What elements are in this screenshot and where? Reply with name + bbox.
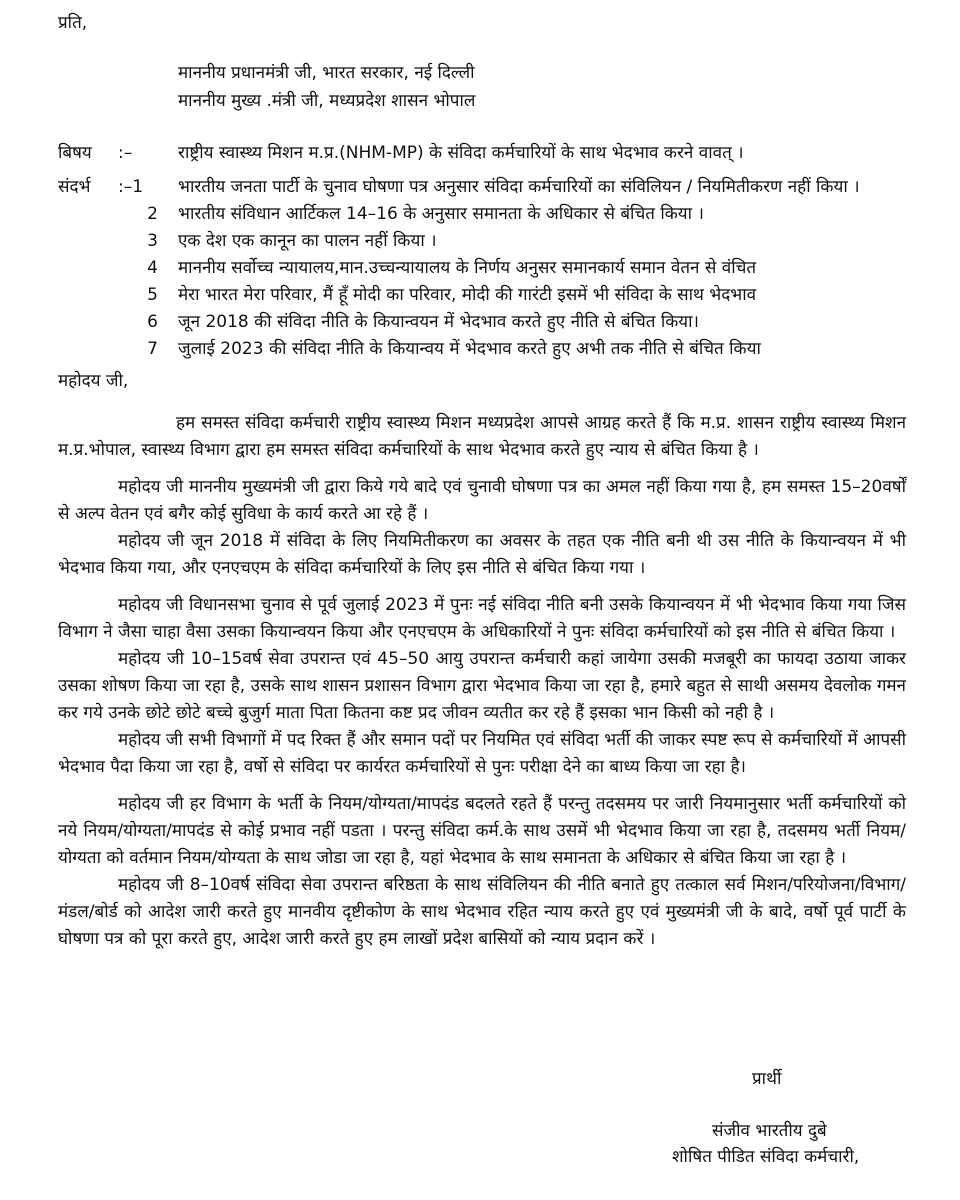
body-paragraph: महोदय जी सभी विभागों में पद रिक्त हैं और समान पदों पर नियमित एवं संविदा भर्ती की जाकर स्पष्ट रूप से कर्मचारियों में आपसी भेदभाव पैदा किया जा रहा है, वर्षो से संविदा पर कार्यरत कर्मचारियों से पुनः परीक्षा देने का बाध्य किया जा रहा है। [58, 730, 906, 777]
salutation: प्रति, [58, 13, 88, 33]
body-paragraph: महोदय जी 8–10वर्ष संविदा सेवा उपरान्त बरिष्ठता के साथ संविलियन की नीति बनाते हुए तत्काल सर्व मिशन/परियोजना/विभाग/मंडल/बोर्ड को आदेश जारी करते हुए मानवीय दृष्टीकोण के साथ भेदभाव रहित न्याय करते हुए एवं मुख्यमंत्री जी के बादे, वर्षो पूर्व पार्टी के घोषणा पत्र को पूरा करते हुए, आदेश जारी करते हुए हम लाखों प्रदेश बासियों को न्याय प्रदान करें । [58, 875, 906, 949]
body-paragraph: हम समस्त संविदा कर्मचारी राष्ट्रीय स्वास्थ्य मिशन मध्यप्रदेश आपसे आग्रह करते हैं कि म.प्र. शासन राष्ट्रीय स्वास्थ्य मिशन म.प्र.भोपाल, स्वास्थ्य विभाग द्वारा हम समस्त संविदा कर्मचारियों के साथ भेदभाव करते हुए न्याय से बंचित किया है । [58, 413, 906, 460]
reference-text: माननीय सर्वोच्च न्यायालय,मान.उच्चन्यायालय के निर्णय अनुसर समानकार्य समान वेतन से वंचित [178, 258, 757, 278]
reference-text: जुलाई 2023 की संविदा नीति के कियान्वय में भेदभाव करते हुए अभी तक नीति से बंचित किया [178, 339, 761, 359]
body-paragraph: महोदय जी माननीय मुख्यमंत्री जी द्वारा किये गये बादे एवं चुनावी घोषणा पत्र का अमल नहीं किया गया है, हम समस्त 15–20वर्षों से अल्प वेतन एवं बगैर कोई सुविधा के कार्य करते आ रहे हैं । [58, 477, 906, 524]
reference-number: 2 [147, 204, 158, 224]
reference-item [0, 255, 960, 282]
reference-text: मेरा भारत मेरा परिवार, मैं हूँ मोदी का परिवार, मोदी की गारंटी इसमें भी संविदा के साथ भेदभाव [178, 285, 757, 305]
letter-body [58, 368, 906, 953]
applicant-label: प्रार्थी [752, 1069, 782, 1089]
signature-name: संजीव भारतीय दुबे [712, 1121, 827, 1141]
reference-number: 5 [147, 285, 158, 305]
body-paragraph: महोदय जी विधानसभा चुनाव से पूर्व जुलाई 2023 में पुनः नई संविदा नीति बनी उसके कियान्वयन में भी भेदभाव किया गया जिस विभाग ने जैसा चाहा वैसा उसका कियान्वयन किया और एनएचएम के अधिकारियों ने पुनः संविदा कर्मचारियों को इस नीति से बंचित किया । [58, 595, 906, 642]
signature-title: शोषित पीडित संविदा कर्मचारी, [672, 1147, 860, 1167]
reference-list [0, 174, 960, 363]
reference-text: एक देश एक कानून का पालन नहीं किया । [178, 231, 437, 251]
reference-item [0, 174, 960, 201]
reference-item [0, 228, 960, 255]
reference-text: भारतीय जनता पार्टी के चुनाव घोषणा पत्र अनुसार संविदा कर्मचारियों का संविलियन / नियमितीकरण नहीं किया । [178, 177, 860, 197]
reference-text: भारतीय संविधान आर्टिकल 14–16 के अनुसार समानता के अधिकार से बंचित किया । [178, 204, 704, 224]
reference-first-number: :–1 [118, 177, 144, 197]
reference-item [0, 201, 960, 228]
body-paragraph: महोदय जी 10–15वर्ष सेवा उपरान्त एवं 45–50 आयु उपरान्त कर्मचारी कहां जायेगा उसकी मजबूरी का फायदा उठाया जाकर उसका शोषण किया जा रहा है, उसके साथ शासन प्रशासन विभाग द्वारा भेदभाव किया जा रहा है, हमारे बहुत से साथी असमय देवलोक गमन कर गये उनके छोटे छोटे बच्चे बुजुर्ग माता पिता कितना कष्ट प्रद जीवन व्यतीत कर रहे हैं इसका भान किसी को नही है । [58, 649, 906, 723]
subject-separator: :– [118, 143, 133, 163]
subject-label: बिषय [58, 143, 92, 163]
reference-item [0, 336, 960, 363]
addressee-chief-minister: माननीय मुख्य .मंत्री जी, मध्यप्रदेश शासन भोपाल [178, 91, 476, 111]
reference-number: 6 [147, 312, 158, 332]
subject-text: राष्ट्रीय स्वास्थ्य मिशन म.प्र.(NHM-MP) के संविदा कर्मचारियों के साथ भेदभाव करने वावत् । [178, 143, 744, 163]
reference-text: जून 2018 की संविदा नीति के कियान्वयन में भेदभाव करते हुए नीति से बंचित किया। [178, 312, 699, 332]
greeting: महोदय जी, [58, 371, 129, 391]
body-paragraph: महोदय जी जून 2018 में संविदा के लिए नियमितीकरण का अवसर के तहत एक नीति बनी थी उस नीति के कियान्वयन में भी भेदभाव किया गया, और एनएचएम के संविदा कर्मचारियों के लिए इस नीति से बंचित किया गया । [58, 531, 906, 578]
reference-number: 7 [147, 339, 158, 359]
body-paragraph: महोदय जी हर विभाग के भर्ती के नियम/योग्यता/मापदंड बदलते रहते हैं परन्तु तदसमय पर जारी नियमानुसार भर्ती कर्मचारियों को नये नियम/योग्यता/मापदंड से कोई प्रभाव नहीं पडता । परन्तु संविदा कर्म.के साथ उसमें भी भेदभाव किया जा रहा है, तदसमय भर्ती नियम/योग्यता को वर्तमान नियम/योग्यता के साथ जोडा जा रहा है, यहां भेदभाव के साथ समानता के अधिकार से बंचित किया जा रहा है । [58, 794, 906, 868]
reference-number: 3 [147, 231, 158, 251]
reference-item [0, 309, 960, 336]
reference-number: 4 [147, 258, 158, 278]
addressee-prime-minister: माननीय प्रधानमंत्री जी, भारत सरकार, नई दिल्ली [178, 63, 475, 83]
reference-item [0, 282, 960, 309]
reference-label: संदर्भ [58, 177, 91, 197]
